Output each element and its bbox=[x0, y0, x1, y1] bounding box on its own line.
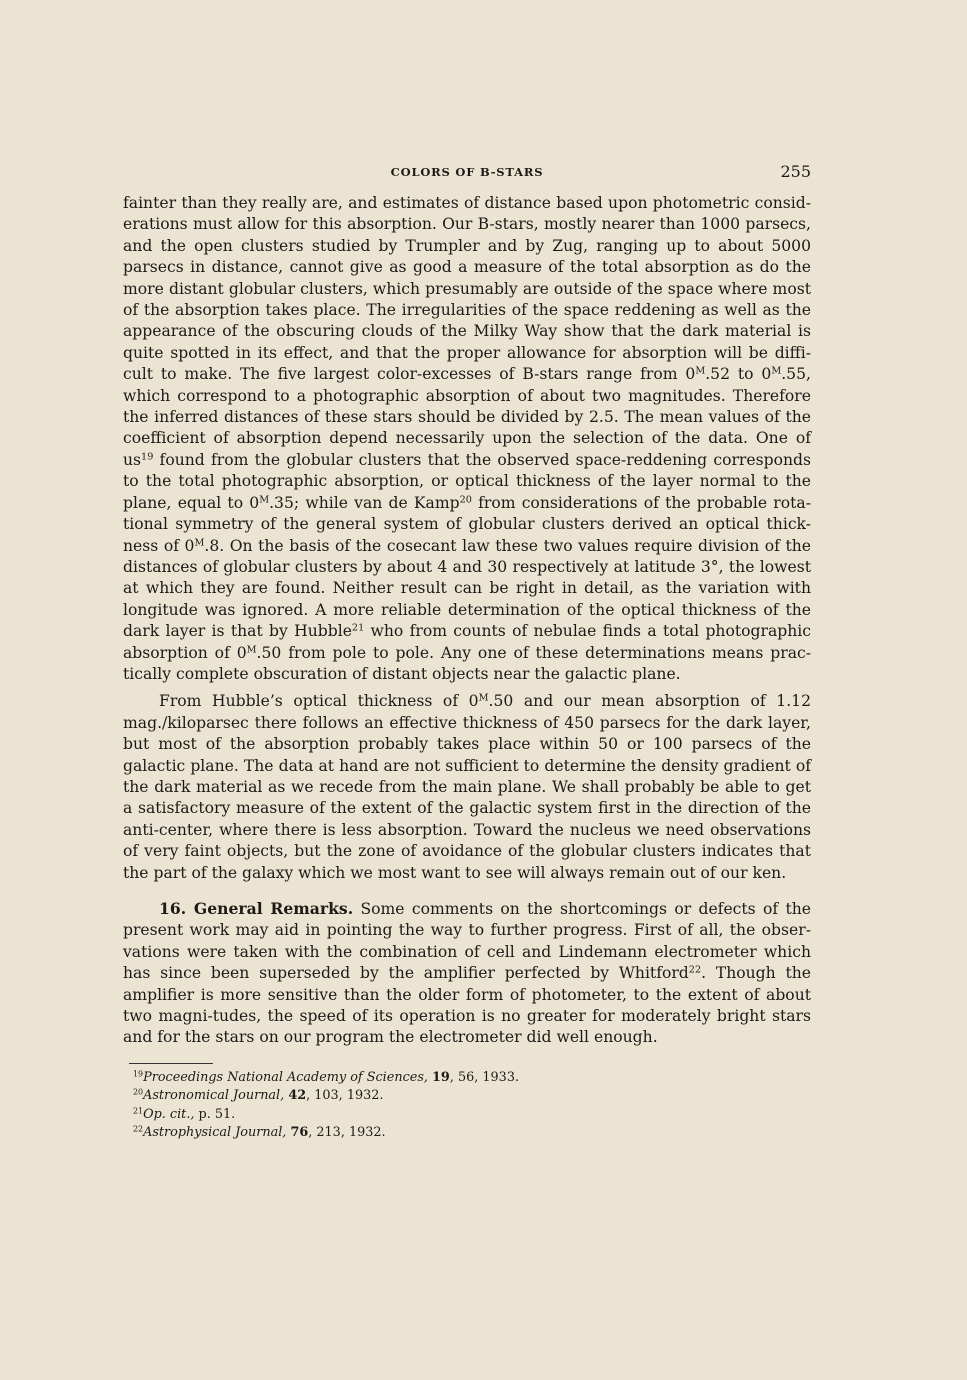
magnitude-superscript: M bbox=[246, 644, 257, 656]
section-title: 16. General Remarks. bbox=[159, 899, 354, 918]
footnote-number: 21 bbox=[133, 1106, 144, 1116]
text-run: .50 and our mean absorption of 1.12 mag./kiloparsec there follows an effective thickness of 450 parsecs for the dark layer, but most of the absorption probably takes place within 50 or 100 parsecs of the galactic plane. The data at hand are not sufficient to determine the density gradient of the dark material as we recede from the main plane. We shall probably be able to get a satisfactory measure of the extent of the galactic system first in the direction of the anti-center, where there is less absorption. Toward the nucleus we need observations of very faint objects, but the zone of avoidance of the globular clusters indicates that the part of the galaxy which we most want to see will always remain out of our ken. bbox=[123, 692, 811, 882]
text-run: .8. On the basis of the cosecant law these two values require division of the distances of globular clusters by about 4 and 30 respectively at latitude 3°, the lowest at which they are found. Neither result can be right in detail, as the variation with longitude was ignored. A more reliable determination of the optical thickness of the dark layer is that by Hubble bbox=[123, 536, 811, 641]
footnote-ref: 22 bbox=[688, 964, 702, 976]
footnote-number: 22 bbox=[133, 1124, 144, 1134]
footnote-source: Astronomical Journal, bbox=[143, 1088, 285, 1104]
footnote-number: 20 bbox=[133, 1087, 144, 1097]
body-text bbox=[123, 193, 811, 1143]
footnote-volume: 42 bbox=[288, 1088, 307, 1104]
footnote-source: Astrophysical Journal, bbox=[143, 1125, 287, 1141]
text-run: from considerations of the probable rota-tional symmetry of the general system of globular clusters derived an optical thick-ness of 0 bbox=[123, 493, 811, 555]
footnote bbox=[133, 1069, 811, 1088]
text-run: . Though the amplifier is more sensitive than the older form of photometer, to the extent of about two magni-tudes, the speed of its operation is no greater for moderately bright stars and for the stars on our program the electrometer did well enough. bbox=[123, 964, 811, 1047]
running-header bbox=[123, 162, 811, 184]
running-title: COLORS OF B-STARS bbox=[390, 165, 544, 179]
magnitude-superscript: M bbox=[695, 365, 706, 377]
footnote-ref: 20 bbox=[459, 494, 472, 506]
text-run: .52 to 0 bbox=[705, 365, 772, 384]
magnitude-superscript: M bbox=[478, 693, 489, 705]
footnote-rule bbox=[129, 1063, 213, 1064]
text-run: .55, which correspond to a photographic absorption of about two magnitudes. Therefore the inferred distances of these stars should be divided by 2.5. The mean values of the coefficient of absorption depend necessarily upon the selection of the data. One of us bbox=[123, 365, 811, 469]
paragraph bbox=[123, 193, 811, 685]
text-run: From Hubble’s optical thickness of 0 bbox=[159, 692, 479, 711]
footnote bbox=[133, 1124, 811, 1143]
text-run: .50 from pole to pole. Any one of these determinations means prac-tically complete obscuration of distant objects near the galactic plane. bbox=[123, 643, 811, 683]
footnote-details: , 213, 1932. bbox=[308, 1125, 386, 1141]
magnitude-superscript: M bbox=[259, 494, 270, 506]
footnote-volume: 76 bbox=[290, 1125, 309, 1141]
paragraph bbox=[123, 898, 811, 1049]
text-run: Some comments on the shortcomings or defects of the present work may aid in pointing the way to further progress. First of all, the obser-vations were taken with the combination of cell and Lindemann electrometer which has since been superseded by the amplifier perfected by Whitford bbox=[123, 900, 811, 983]
footnote-number: 19 bbox=[133, 1069, 144, 1079]
magnitude-superscript: M bbox=[194, 537, 205, 549]
footnotes bbox=[123, 1069, 811, 1143]
footnote bbox=[133, 1087, 811, 1106]
page-number: 255 bbox=[780, 162, 811, 181]
text-run: .35; while van de Kamp bbox=[269, 493, 460, 512]
footnote-details: , 103, 1932. bbox=[306, 1088, 384, 1104]
text-run: found from the globular clusters that the observed space-reddening corresponds to the total photographic absorption, or optical thickness of the layer normal to the plane, equal to 0 bbox=[123, 450, 811, 512]
text-run: fainter than they really are, and estimates of distance based upon photometric consid-erations must allow for this absorption. Our B-stars, mostly nearer than 1000 parsecs, and the open clusters studied by Trumpler and by Zug, ranging up to about 5000 parsecs in distance, cannot give as good a measure of the total absorption as do the more distant globular clusters, which presumably are outside of the space where most of the absorption takes place. The irregularities of the space reddening as well as the appearance of the obscuring clouds of the Milky Way show that the dark material is quite spotted in its effect, and that the proper allowance for absorption will be diffi-cult to make. The five largest color-excesses of B-stars range from 0 bbox=[123, 194, 811, 384]
footnote-ref: 21 bbox=[351, 622, 365, 634]
paragraphs bbox=[123, 193, 811, 1049]
footnote bbox=[133, 1106, 811, 1125]
footnote-volume: 19 bbox=[432, 1069, 450, 1085]
footnote-source: Proceedings National Academy of Sciences, bbox=[143, 1069, 428, 1085]
footnote-source: Op. cit., bbox=[143, 1106, 195, 1122]
text-run: who from counts of nebulae finds a total photographic absorption of 0 bbox=[123, 622, 811, 662]
magnitude-superscript: M bbox=[771, 365, 782, 377]
footnote-ref: 19 bbox=[141, 451, 154, 463]
footnote-details: , 56, 1933. bbox=[449, 1069, 520, 1085]
paragraph bbox=[123, 691, 811, 884]
footnote-details: p. 51. bbox=[198, 1106, 236, 1122]
